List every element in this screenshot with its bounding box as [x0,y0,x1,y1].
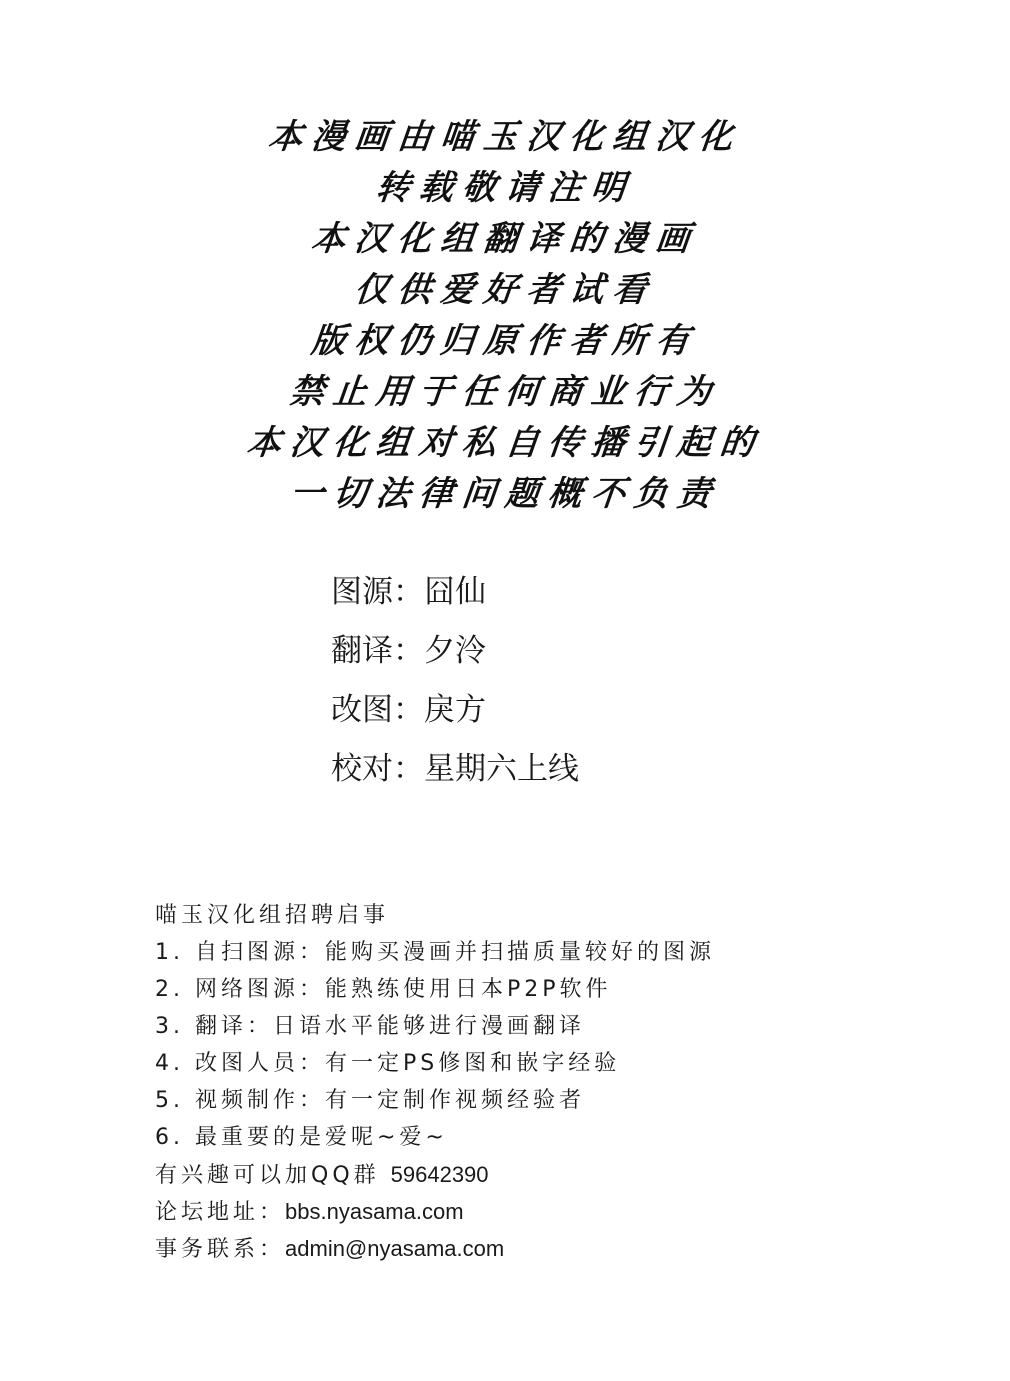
notice-line: 仅供爱好者试看 [352,270,658,310]
qq-group-number: 59642390 [390,1162,489,1187]
staff-credits [331,563,831,799]
recruit-item: 5. 视频制作：有一定制作视频经验者 [155,1088,585,1113]
credit-separator: ： [393,633,424,669]
credit-separator: ： [393,574,424,610]
notice-line: 本汉化组对私自传播引起的 [244,423,766,463]
credit-row-source [331,563,831,622]
credit-value: 夕泠 [424,633,486,669]
credit-label: 翻译 [331,633,393,669]
recruit-title: 喵玉汉化组招聘启事 [155,903,390,928]
contact-label: 事务联系： [155,1237,286,1262]
recruitment-notice [155,897,855,1267]
forum-address: bbs.nyasama.com [285,1199,464,1224]
notice-line: 禁止用于任何商业行为 [287,372,723,412]
credit-row-proofreading [331,740,831,799]
qq-group-label: 有兴趣可以加QQ群 [155,1163,380,1188]
credit-separator: ： [393,692,424,728]
credit-label: 改图 [331,692,393,728]
recruit-item: 6. 最重要的是爱呢~爱~ [155,1125,448,1150]
credit-row-translation [331,622,831,681]
recruit-item: 3. 翻译：日语水平能够进行漫画翻译 [155,1014,585,1039]
notice-line: 版权仍归原作者所有 [309,321,701,361]
notice-line: 本漫画由喵玉汉化组汉化 [266,117,744,157]
recruit-item: 4. 改图人员：有一定PS修图和嵌字经验 [155,1051,621,1076]
copyright-notice [0,112,1010,520]
credit-value: 戾方 [424,692,486,728]
contact-line [155,1230,855,1267]
credit-label: 校对 [331,751,393,787]
qq-group-line [155,1156,855,1193]
credit-separator: ： [393,751,424,787]
forum-line [155,1193,855,1230]
notice-line: 转载敬请注明 [373,168,637,208]
forum-label: 论坛地址： [155,1200,286,1225]
contact-email: admin@nyasama.com [285,1236,505,1261]
notice-line: 本汉化组翻译的漫画 [309,219,701,259]
recruit-item: 1. 自扫图源：能购买漫画并扫描质量较好的图源 [155,940,715,965]
recruit-item: 2. 网络图源：能熟练使用日本P2P软件 [155,977,612,1002]
notice-line: 一切法律问题概不负责 [287,474,723,514]
credit-value: 囧仙 [424,574,486,610]
credit-value: 星期六上线 [424,751,579,787]
credit-row-editing [331,681,831,740]
credit-label: 图源 [331,574,393,610]
